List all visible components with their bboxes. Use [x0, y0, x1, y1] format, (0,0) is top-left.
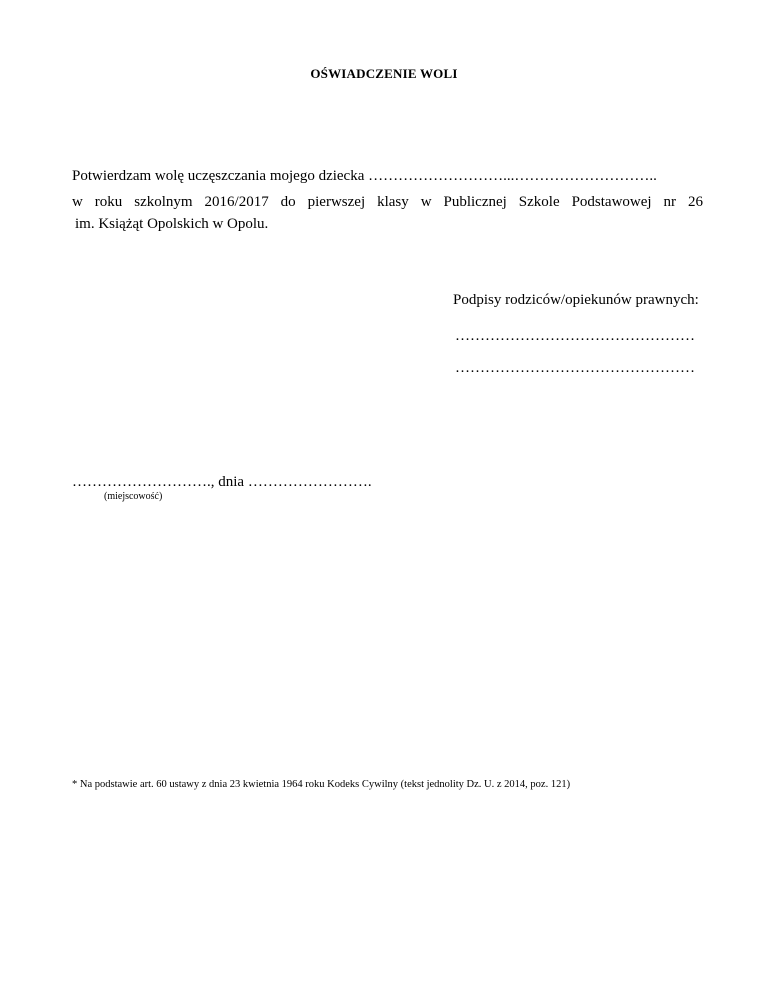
declaration-line-school-name: im. Książąt Opolskich w Opolu. [75, 216, 269, 232]
declaration-line-child: Potwierdzam wolę uczęszczania mojego dziecka ………………………...……………………….. [72, 168, 657, 184]
place-caption: (miejscowość) [104, 491, 163, 502]
signatures-heading: Podpisy rodziców/opiekunów prawnych: [453, 292, 699, 308]
signature-line-2: ………………………………………… [455, 360, 695, 376]
declaration-line-school-year: w roku szkolnym 2016/2017 do pierwszej klasy w Publicznej Szkole Podstawowej nr 26 [72, 194, 703, 210]
signature-line-1: ………………………………………… [455, 328, 695, 344]
legal-footnote: * Na podstawie art. 60 ustawy z dnia 23 kwietnia 1964 roku Kodeks Cywilny (tekst jednolity Dz. U. z 2014, poz. 121) [72, 779, 571, 790]
document-title: OŚWIADCZENIE WOLI [310, 66, 458, 81]
place-date-line: ………………………., dnia ……………………. [72, 474, 372, 490]
